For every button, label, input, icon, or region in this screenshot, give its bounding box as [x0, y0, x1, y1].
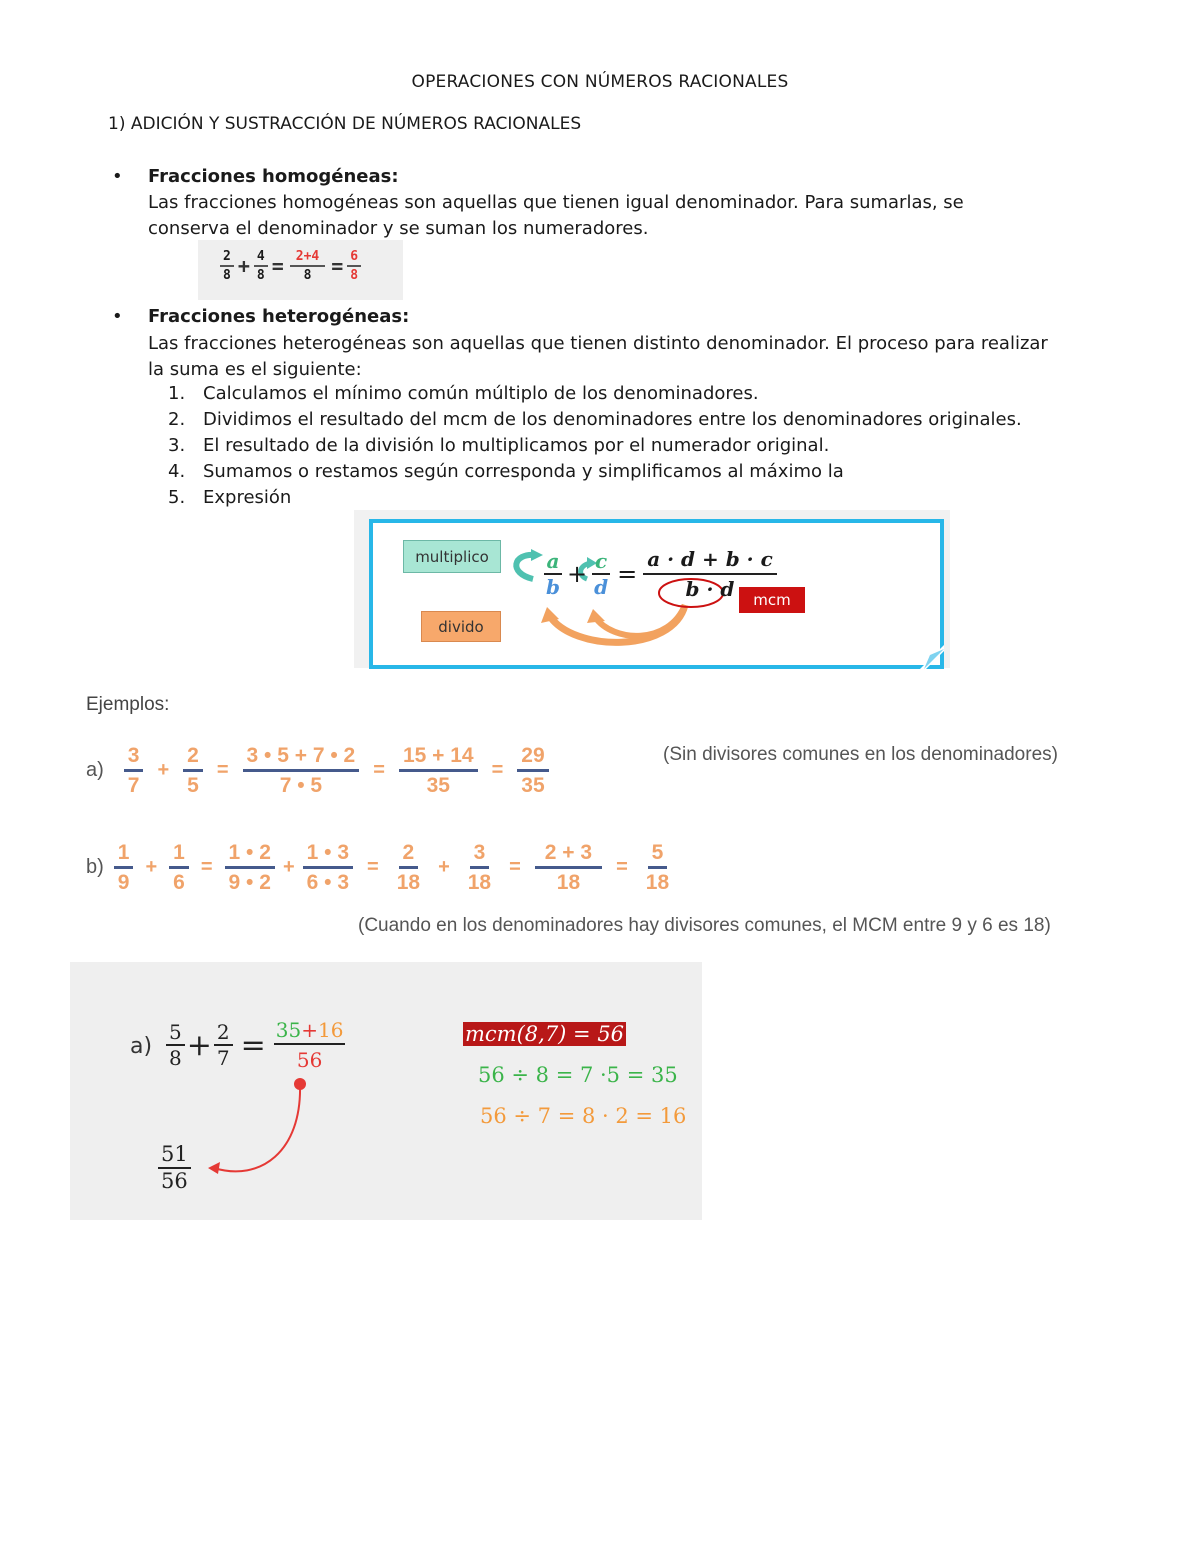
fraction: $\frac{2}{18}$	[396, 841, 421, 894]
heterogeneas-line1: Las fracciones heterogéneas son aquellas que tienen distinto denominador. El proceso para realizar	[148, 333, 1048, 354]
list-item: 3. El resultado de la división lo multiplicamos por el numerador original.	[168, 435, 830, 456]
operator: =	[216, 759, 229, 781]
fraction: $\frac{2}{8}$	[220, 250, 234, 282]
example-b	[86, 842, 673, 893]
fraction: $\frac{5}{18}$	[645, 841, 670, 894]
worked-example	[70, 962, 702, 1220]
fraction-result: $\frac{a \cdot d + b \cdot c}{b \cdot d}$	[643, 549, 777, 599]
fraction-a-b: $\frac{a}{b}$	[543, 551, 563, 597]
fraction: $\frac{29}{35}$	[517, 745, 548, 796]
ejemplos-label: Ejemplos:	[86, 694, 170, 715]
plus-sign: +	[237, 254, 250, 278]
homogeneas-text	[148, 190, 1148, 242]
fraction: $\frac{2}{7}$	[214, 1022, 233, 1068]
operator: =	[616, 856, 628, 878]
fraction: $\frac{35+16}{56}$	[275, 1018, 344, 1072]
plus-sign: +	[566, 560, 588, 588]
fraction-c-d: $\frac{c}{d}$	[591, 551, 611, 597]
equals-sign: =	[240, 1027, 266, 1063]
bullet-marker: •	[112, 306, 123, 327]
plus-sign: +	[186, 1027, 212, 1063]
fraction: 1 9	[114, 842, 134, 893]
bullet-marker: •	[112, 166, 123, 187]
fraction: $\frac{3 • 5 + 7 • 2}{7 • 5}$	[243, 745, 360, 796]
operator: +	[282, 856, 295, 878]
fraction: 3 7	[124, 745, 144, 796]
fraction: $\frac{1 • 2}{9 • 2}$	[225, 842, 275, 893]
example-label: a)	[130, 1034, 153, 1059]
fraction: $\frac{15 + 14}{35}$	[399, 745, 478, 796]
homogeneas-line1: Las fracciones homogéneas son aquellas que tienen igual denominador. Para sumarlas, se	[148, 192, 964, 213]
example-a-note: (Sin divisores comunes en los denominadores)	[663, 744, 1058, 765]
mcm-line: mcm(8,7) = 56	[465, 1022, 625, 1046]
steps-list	[168, 381, 1168, 511]
example-label: b)	[86, 856, 104, 878]
heterogeneas-heading: Fracciones heterogéneas:	[148, 306, 410, 327]
example-b-note: (Cuando en los denominadores hay divisores comunes, el MCM entre 9 y 6 es 18)	[358, 915, 1051, 936]
homogeneas-heading: Fracciones homogéneas:	[148, 166, 399, 187]
operator: =	[200, 856, 213, 878]
formula-expression	[543, 549, 777, 599]
divido-label: divido	[421, 611, 501, 642]
fraction: $\frac{4}{8}$	[254, 250, 268, 282]
fraction: $\frac{5}{8}$	[166, 1022, 185, 1068]
mcm-label: mcm	[739, 587, 805, 613]
multiplico-label: multiplico	[403, 540, 501, 573]
operator: =	[367, 856, 379, 878]
operator: +	[438, 856, 450, 878]
heterogeneas-line2: la suma es el siguiente:	[148, 359, 362, 380]
list-item: 1. Calculamos el mínimo común múltiplo de los denominadores.	[168, 383, 759, 404]
homogeneas-line2: conserva el denominador y se suman los numeradores.	[148, 218, 649, 239]
fraction: $\frac{2+4}{8}$	[290, 250, 325, 282]
equals-sign: =	[617, 560, 638, 588]
division-line-orange: 56 ÷ 7 = 8 · 2 = 16	[480, 1104, 687, 1128]
operator: =	[491, 759, 504, 781]
list-item: 5. Expresión	[168, 487, 292, 508]
fraction: $\frac{6}{8}$	[347, 250, 361, 282]
fraction: $\frac{1}{6}$	[169, 842, 189, 893]
equals-sign: =	[271, 254, 284, 278]
operator: =	[509, 856, 521, 878]
operator: +	[157, 759, 170, 781]
example-label: a)	[86, 759, 104, 781]
homogeneas-example	[198, 240, 403, 300]
fraction: $\frac{1 • 3}{6 • 3}$	[303, 842, 353, 893]
section-heading: 1) ADICIÓN Y SUSTRACCIÓN DE NÚMEROS RACIONALES	[108, 114, 582, 134]
operator: +	[145, 856, 158, 878]
list-item: 2. Dividimos el resultado del mcm de los denominadores entre los denominadores originales.	[168, 409, 1022, 430]
heterogeneas-text	[148, 331, 1168, 383]
list-item: 4. Sumamos o restamos según corresponda y simplificamos al máximo la	[168, 461, 844, 482]
example-a	[86, 745, 549, 796]
fraction: $\frac{3}{18}$	[467, 841, 492, 894]
result-fraction: $\frac{51}{56}$	[158, 1144, 191, 1192]
equals-sign: =	[331, 254, 344, 278]
fraction: $\frac{2 + 3}{18}$	[535, 842, 602, 893]
page-title: OPERACIONES CON NÚMEROS RACIONALES	[411, 72, 789, 92]
formula-frame	[369, 519, 944, 669]
operator: =	[373, 759, 385, 781]
fraction: $\frac{2}{5}$	[183, 745, 203, 796]
division-line-green: 56 ÷ 8 = 7 ·5 = 35	[478, 1063, 678, 1087]
